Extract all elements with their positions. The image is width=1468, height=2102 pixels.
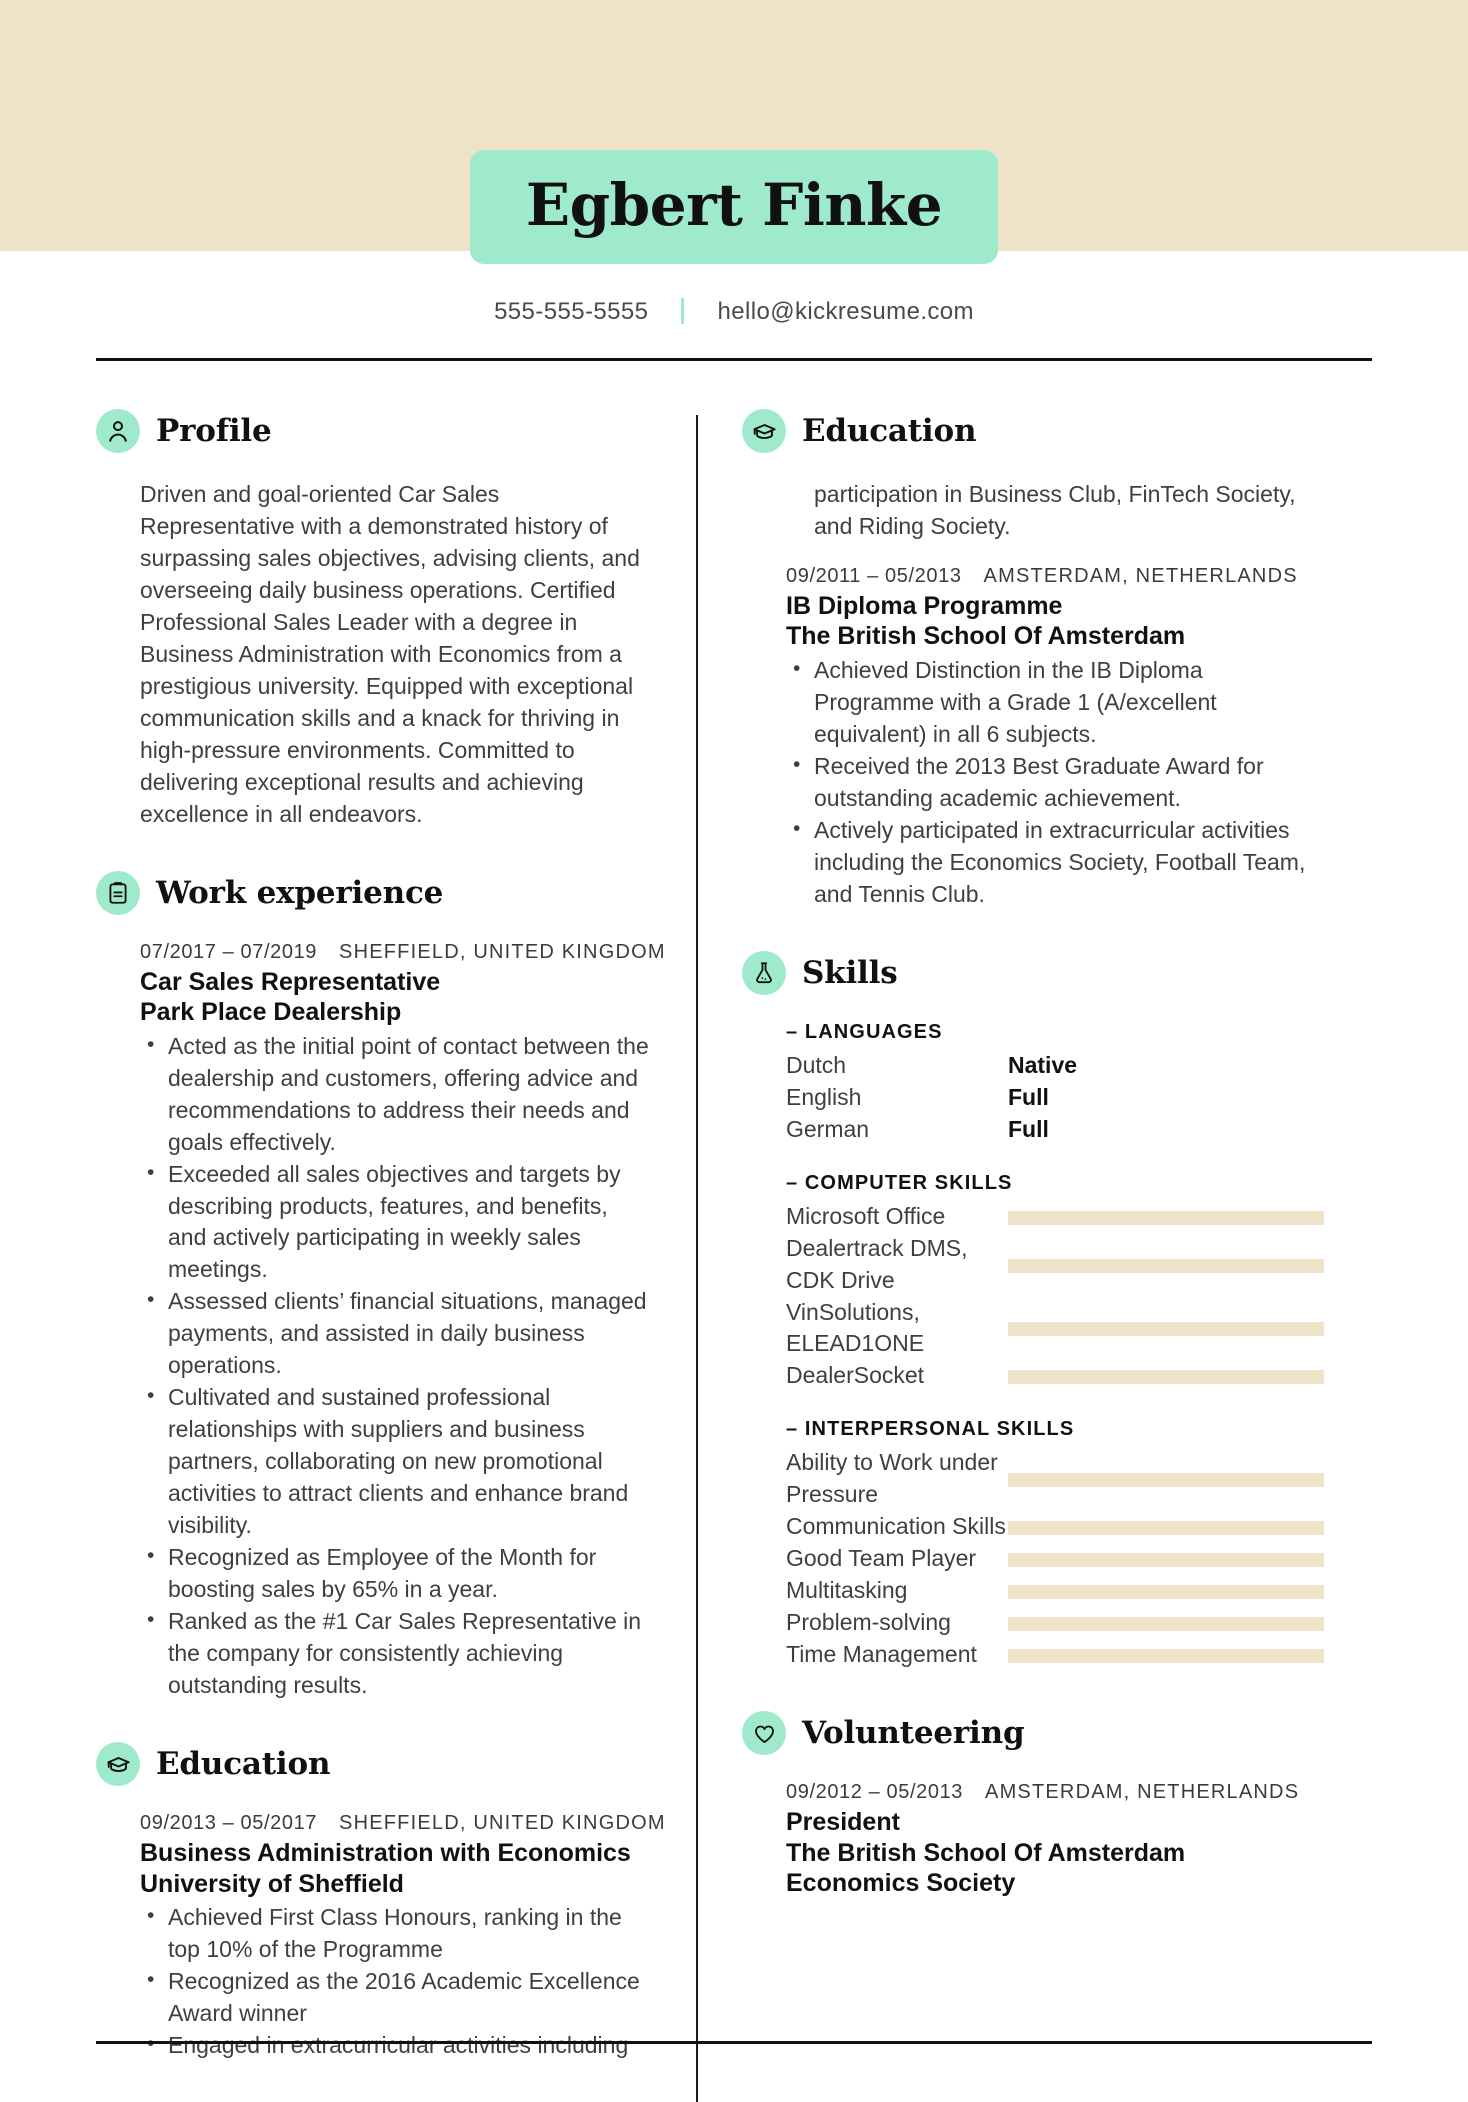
education-entry-title: IB Diploma Programme (786, 591, 1063, 620)
language-level: Native (1008, 1051, 1078, 1078)
skill-bar-row (786, 1233, 1324, 1297)
list-item: • Exceeded all sales objectives and targets by describing products, features, and benefits, and actively participating in weekly sales meetings. (140, 1159, 650, 1287)
skill-bar-row (786, 1447, 1324, 1511)
section-header-education-left (96, 1742, 650, 1786)
skill-bar-track (1008, 1553, 1324, 1567)
list-item: • Engaged in extracurricular activities including (140, 2030, 650, 2062)
work-entry-org: Park Place Dealership (140, 998, 402, 1027)
graduation-cap-icon (742, 409, 786, 453)
skill-label: Ability to Work under Pressure (786, 1449, 998, 1508)
skill-bar-track (1008, 1649, 1324, 1663)
skill-bar-track (1008, 1617, 1324, 1631)
section-header-work-experience (96, 871, 650, 915)
skill-bar-row (786, 1639, 1324, 1671)
volunteering-entry-dates: 09/2012 – 05/2013 (786, 1781, 964, 1804)
language-level: Full (1008, 1115, 1049, 1142)
list-item: • Acted as the initial point of contact between the dealership and customers, offering advice and recommendations to address their needs and goals effectively. (140, 1031, 650, 1159)
work-entry-bullets (140, 1031, 650, 1702)
list-item: • Actively participated in extracurricular activities including the Economics Society, Football Team, and Tennis Club. (786, 815, 1324, 911)
skill-group-interpersonal-skills (786, 1418, 1324, 1671)
skill-bar-track (1008, 1322, 1324, 1336)
profile-text: Driven and goal-oriented Car Sales Representative with a demonstrated history of surpassing sales objectives, advising clients, and overseeing daily business operations. Certified Professional Sales Leader with a degree in Business Administration with Economics from a prestigious university. Equipped with exceptional communication skills and a knack for thriving in high-pressure environments. Committed to delivering exceptional results and achieving excellence in all endeavors. (140, 481, 640, 827)
education-entry-dates: 09/2013 – 05/2017 (140, 1812, 318, 1834)
section-profile (96, 409, 650, 831)
skill-label: DealerSocket (786, 1362, 925, 1389)
volunteering-entry-org: The British School Of Amsterdam Economics Society (786, 1838, 1186, 1898)
skill-bar-row (786, 1575, 1324, 1607)
skill-bar-track (1008, 1585, 1324, 1599)
section-header-skills (742, 951, 1324, 995)
education-entry-org: University of Sheffield (140, 1869, 404, 1898)
education-entry-location: AMSTERDAM, NETHERLANDS (983, 564, 1298, 587)
skill-bar-track (1008, 1473, 1324, 1487)
language-row (786, 1082, 1324, 1114)
skill-bar-row (786, 1360, 1324, 1392)
skill-label: Microsoft Office (786, 1202, 946, 1229)
flask-icon (742, 951, 786, 995)
skill-bar-row (786, 1511, 1324, 1543)
language-name: English (786, 1083, 862, 1110)
language-row (786, 1050, 1324, 1082)
section-work-experience (96, 871, 666, 1702)
contact-row (0, 298, 1468, 326)
profile-body (96, 479, 650, 831)
page-title: Egbert Finke (525, 171, 943, 239)
education-entry-bullets (140, 1902, 650, 2062)
skill-label: Communication Skills (786, 1513, 1006, 1540)
section-skills (742, 951, 1324, 1672)
graduation-cap-icon (96, 1742, 140, 1786)
skill-label: Problem-solving (786, 1609, 951, 1636)
section-header-profile (96, 409, 650, 453)
section-header-volunteering (742, 1711, 1324, 1755)
education-entry-bullets (786, 655, 1324, 911)
left-column (96, 409, 696, 2102)
name-plate (470, 150, 998, 264)
skill-bar-row (786, 1297, 1324, 1361)
section-title-skills: Skills (802, 954, 898, 991)
skill-group-languages (786, 1021, 1324, 1146)
contact-separator (681, 298, 684, 324)
resume-header (0, 0, 1468, 361)
volunteering-entry-location: AMSTERDAM, NETHERLANDS (985, 1781, 1300, 1804)
skill-label: Good Team Player (786, 1545, 977, 1572)
email-address[interactable]: hello@kickresume.com (717, 298, 974, 325)
section-title-work-experience: Work experience (156, 874, 444, 911)
education-entry (140, 1812, 666, 2062)
skill-bar-track (1008, 1521, 1324, 1535)
education-entry-meta (140, 1812, 666, 1835)
list-item: • Recognized as the 2016 Academic Excellence Award winner (140, 1966, 650, 2030)
person-icon (96, 409, 140, 453)
language-row (786, 1114, 1324, 1146)
work-entry-title: Car Sales Representative (140, 967, 441, 996)
list-item: • Assessed clients’ financial situations, managed payments, and assisted in daily business operations. (140, 1286, 650, 1382)
section-title-education-right: Education (802, 413, 977, 449)
education-entry-org: The British School Of Amsterdam (786, 622, 1186, 651)
list-item: • Achieved First Class Honours, ranking in the top 10% of the Programme (140, 1902, 650, 1966)
skill-group-title: – INTERPERSONAL SKILLS (786, 1418, 1075, 1441)
skill-bar-row (786, 1607, 1324, 1639)
section-title-volunteering: Volunteering (802, 1715, 1025, 1752)
volunteering-body (742, 1781, 1324, 1899)
list-item: • Recognized as Employee of the Month for boosting sales by 65% in a year. (140, 1542, 650, 1606)
work-body (96, 940, 666, 1702)
skill-bar-row (786, 1543, 1324, 1575)
section-education-right (742, 409, 1324, 911)
skill-group-title: – COMPUTER SKILLS (786, 1171, 1013, 1194)
language-name: Dutch (786, 1051, 847, 1078)
footer-divider (96, 2041, 1372, 2044)
skill-label: Time Management (786, 1641, 977, 1668)
skill-label: VinSolutions, ELEAD1ONE (786, 1298, 925, 1357)
language-name: German (786, 1115, 870, 1142)
work-entry (140, 940, 666, 1702)
skill-label: Multitasking (786, 1577, 908, 1604)
education-left-body (96, 1812, 666, 2062)
section-title-profile: Profile (156, 413, 272, 449)
skills-body (742, 1021, 1324, 1672)
section-education-left (96, 1742, 666, 2062)
education-right-body (742, 479, 1324, 911)
skill-group-title: – LANGUAGES (786, 1020, 943, 1043)
volunteering-entry-title: President (786, 1808, 900, 1837)
education-entry (786, 565, 1324, 911)
list-item: • Achieved Distinction in the IB Diploma Programme with a Grade 1 (A/excellent equivalent) in all 6 subjects. (786, 655, 1324, 751)
header-divider (96, 358, 1372, 361)
right-column (698, 409, 1324, 1939)
content-columns (96, 409, 1372, 2102)
education-entry-location: SHEFFIELD, UNITED KINGDOM (339, 1812, 666, 1834)
skill-bar-track (1008, 1370, 1324, 1384)
heart-icon (742, 1711, 786, 1755)
work-entry-meta (140, 940, 666, 964)
education-entry-meta (786, 565, 1324, 588)
skill-bar-row (786, 1201, 1324, 1233)
section-volunteering (742, 1711, 1324, 1899)
section-title-education-left: Education (156, 1746, 331, 1782)
volunteering-entry-meta (786, 1781, 1324, 1804)
phone-number[interactable]: 555-555-5555 (494, 298, 649, 325)
language-level: Full (1008, 1083, 1049, 1110)
education-entry-dates: 09/2011 – 05/2013 (786, 564, 962, 587)
skill-bar-track (1008, 1211, 1324, 1225)
education-bullet-continuation: participation in Business Club, FinTech Society, and Riding Society. (814, 481, 1296, 539)
list-item: • Ranked as the #1 Car Sales Representative in the company for consistently achieving outstanding results. (140, 1606, 650, 1702)
skill-label: Dealertrack DMS, CDK Drive (786, 1234, 968, 1293)
list-item: • Received the 2013 Best Graduate Award for outstanding academic achievement. (786, 751, 1324, 815)
clipboard-icon (96, 871, 140, 915)
work-entry-location: SHEFFIELD, UNITED KINGDOM (339, 940, 666, 963)
skill-bar-track (1008, 1259, 1324, 1273)
work-entry-dates: 07/2017 – 07/2019 (140, 940, 318, 963)
skill-group-computer-skills (786, 1172, 1324, 1393)
section-header-education-right (742, 409, 1324, 453)
volunteering-entry (786, 1781, 1324, 1899)
education-entry-title: Business Administration with Economics (140, 1839, 631, 1867)
list-item: • Cultivated and sustained professional relationships with suppliers and business partners, collaborating on new promotional activities to attract clients and enhance brand visibility. (140, 1382, 650, 1542)
